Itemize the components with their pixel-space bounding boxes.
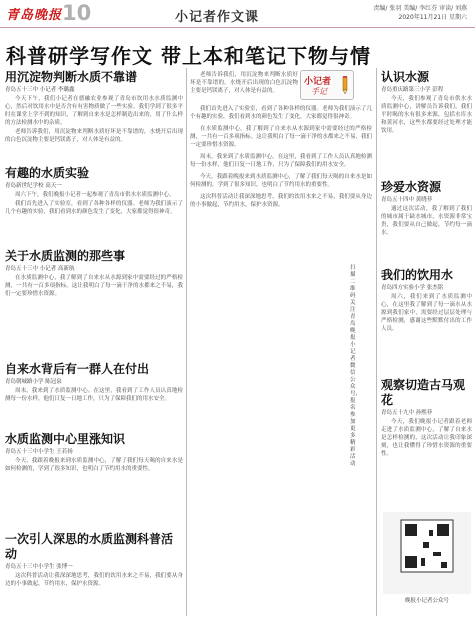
article	[381, 180, 472, 237]
page-number: 10	[62, 1, 92, 25]
article-paragraph: 在水质监测中心，我了解到了自来水从水源到家中需要经过的严格检测，一共有一百多项指标。这让我明白了每一滴干净的水都来之不易，我们一定要珍惜水资源。	[190, 126, 372, 148]
article-paragraph: 周六，我们来到了水质监测中心，在这里我了解到了每一滴水从水源到我们家中，需要经过层层处理与严格检测，感谢这些默默付出的工作人员。	[381, 294, 472, 332]
article-byline: 青岛新世纪学校 高天一	[5, 183, 62, 189]
article-paragraph: 在水质监测中心，我了解到了自来水从水源到家中需要经过的严格检测，一共有一百多项指标。这让我明白了每一滴干净的水都来之不易，我们一定要珍惜水资源。	[5, 275, 183, 297]
article-continuation	[190, 70, 298, 95]
article-title: 珍爱水资源	[381, 180, 442, 194]
article-byline: 青岛五十三中 小记者 高新航	[5, 266, 75, 272]
reporter-notes-badge	[300, 70, 354, 100]
article-paragraph: 老师告诉我们，用沉淀物来判断水质好坏是不靠谱的，水烧开后出现的白色沉淀物主要是钙镁离子，对人体是有益的。	[190, 72, 298, 94]
article	[5, 362, 183, 403]
vertical-promo-text: 扫描二维码关注青岛晚报小记者微信公众号，报名参加更多精彩活动	[350, 265, 362, 467]
article-byline: 青岛重庆路第三小学 彭程	[381, 87, 444, 93]
article-byline: 青岛四方实验小学 张杰铭	[381, 285, 444, 291]
article-title: 有趣的水质实验	[5, 166, 90, 180]
issue-date: 2020年11月21日 星期六	[398, 14, 467, 21]
article	[5, 432, 183, 473]
article-title: 自来水背后有一群人在付出	[5, 362, 150, 376]
article-paragraph: 通过这次活动，我了解到了我们的城市属于缺水城市，水资源非常宝贵，我们要从自己做起，节约每一滴水。	[381, 206, 472, 236]
article-byline: 青岛五十三中小学生 王若扬	[5, 449, 73, 455]
page-title: 科普研学写作文 带上本和笔记下物与情	[6, 44, 371, 68]
article-paragraph: 这次科普活动让我深深地思考，我们的饮用水来之不易，我们要从身边的小事做起，节约用水，保护水资源。	[190, 194, 372, 208]
qr-code-image[interactable]	[383, 512, 471, 594]
column-divider	[376, 68, 377, 616]
article	[5, 70, 183, 144]
article-paragraph: 周六下午，我们晚报小记者一起参观了青岛市供水水质监测中心。	[15, 192, 175, 198]
article-title: 关于水质监测的那些事	[5, 249, 126, 263]
article	[381, 378, 472, 458]
article-paragraph: 周末，我来到了水质监测中心。在这里，我看到了工作人员认真地检测每一份水样，他们日复一日地工作，只为了保障我们的用水安全。	[5, 388, 183, 402]
article-title: 我们的饮用水	[381, 268, 454, 282]
article-paragraph: 今天，我跟着晚报来到水质监测中心，了解了我们每天喝的自来水是如何检测的，学到了很多知识，也明白了节约用水的重要性。	[190, 174, 372, 188]
article-byline: 青岛五十三中小学生 张博一	[5, 564, 73, 570]
article-title: 一次引人深思的水质监测科普活动	[5, 532, 174, 561]
qr-code-icon	[383, 512, 471, 594]
article-paragraph: 今天下午，我们小记者在德融农业参观了青岛市饮用水水质监测中心，然后对饮用水中是否含有有害物质做了一些实验。我们学到了很多平时在课堂上学不到的知识，了解到自来水是怎样制造出来的，用了什么样的方法检测水中的杂质。	[5, 96, 183, 126]
article-paragraph: 我们首先进入了实验室，看到了各种各样的仪器。老师为我们演示了几个有趣的实验，我们看到水的颜色发生了变化，大家都觉得很神奇。	[5, 201, 183, 215]
header-meta	[373, 4, 467, 22]
article-paragraph: 这次科普活动让我深深地思考，我们的饮用水来之不易，我们要从身边的小事做起，节约用水，保护水资源。	[5, 573, 183, 587]
section-title: 小记者作文课	[175, 10, 260, 25]
page-header	[0, 0, 475, 28]
article	[381, 70, 472, 135]
editor-credits: 责编/ 张羽 美编/ 李红芬 审读/ 刘燕	[373, 5, 467, 12]
newspaper-logo: 青岛晚报	[6, 8, 63, 23]
article-title: 用沉淀物判断水质不靠谱	[5, 70, 138, 84]
article-byline: 青岛五十九中 孙熙菲	[381, 410, 433, 416]
article-title: 水质监测中心里涨知识	[5, 432, 126, 446]
badge-line1: 小记者	[304, 77, 332, 87]
article-continuation	[190, 104, 372, 209]
article-paragraph: 周末，我来到了水质监测中心。在这里，我看到了工作人员认真地检测每一份水样，他们日复一日地工作，只为了保障我们的用水安全。	[190, 154, 372, 168]
article-paragraph: 今天，我们晚报小记者跟着老师走进了水质监测中心，了解了自来水是怎样检测的，这次活动让我印象深刻，也让我懂得了珍惜水资源的重要性。	[381, 419, 472, 457]
article-title: 认识水源	[381, 70, 430, 84]
article-paragraph: 今天，我们参观了青岛市供水水质监测中心，讲解员告诉我们，我们平时喝的水有很多来源，包括水库水和黄河水，这些水都要经过处理才能饮用。	[381, 96, 472, 134]
article	[5, 166, 183, 216]
badge-line2: 手记	[311, 87, 327, 96]
article	[381, 268, 472, 333]
article-paragraph: 老师告诉我们，用沉淀物来判断水质好坏是不靠谱的，水烧开后出现的白色沉淀物主要是钙镁离子，对人体是有益的。	[5, 129, 183, 143]
article-byline: 青岛五十四中 黄晓菲	[381, 197, 433, 203]
qr-caption: 晚报小记者公众号	[404, 598, 449, 604]
article-paragraph: 今天，我跟着晚报来到水质监测中心，了解了我们每天喝的自来水是如何检测的，学到了很多知识，也明白了节约用水的重要性。	[5, 458, 183, 472]
article-paragraph: 我们首先进入了实验室，看到了各种各样的仪器。老师为我们演示了几个有趣的实验，我们看到水的颜色发生了变化，大家都觉得很神奇。	[190, 106, 372, 120]
article	[5, 249, 183, 298]
pencil-icon	[338, 75, 352, 95]
column-divider	[186, 68, 187, 616]
article-byline: 青岛五十三中 小记者 李璐鑫	[5, 87, 75, 93]
article-byline: 青岛朝城路小学 陈冠泉	[5, 379, 62, 385]
article-title: 观察切造古马观花	[381, 378, 466, 407]
article	[5, 532, 183, 588]
